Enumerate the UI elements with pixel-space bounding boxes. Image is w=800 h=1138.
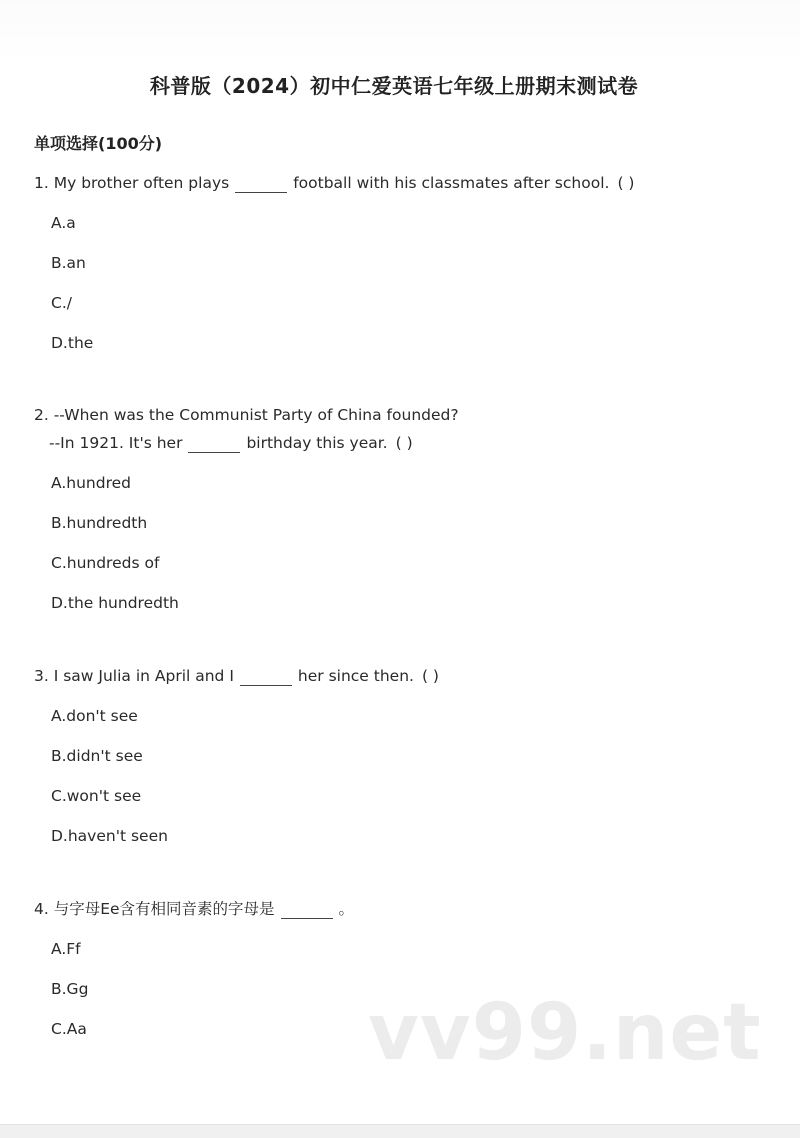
top-shade — [0, 0, 800, 62]
question-1-answer-paren: ( ) — [617, 174, 635, 192]
question-2-text-before: --In 1921. It's her — [49, 434, 183, 452]
question-2-option-d: D.the hundredth — [51, 594, 179, 612]
question-3-option-b: B.didn't see — [51, 747, 143, 765]
question-1-text-before: 1. My brother often plays — [34, 174, 230, 192]
section-title: 单项选择(100分) — [34, 134, 163, 153]
question-2-option-b: B.hundredth — [51, 514, 148, 532]
question-2-text-after: birthday this year. — [246, 434, 388, 452]
question-4-text-after: 。 — [338, 900, 355, 918]
question-4-text-before: 4. 与字母Ee含有相同音素的字母是 — [34, 900, 275, 918]
question-1-stem — [34, 173, 634, 193]
question-4-option-b: B.Gg — [51, 980, 89, 998]
question-3-text-after: her since then. — [297, 667, 414, 685]
question-2-blank — [188, 434, 240, 453]
question-3-option-d: D.haven't seen — [51, 827, 168, 845]
question-2-answer-paren: ( ) — [395, 434, 413, 452]
question-4-blank — [281, 900, 333, 919]
page-bottom-edge — [0, 1124, 800, 1138]
question-4-option-a: A.Ff — [51, 940, 81, 958]
question-1-blank — [235, 174, 287, 193]
question-3-stem — [34, 666, 439, 686]
question-1-option-a: A.a — [51, 214, 76, 232]
question-3-blank — [240, 667, 292, 686]
question-2-option-c: C.hundreds of — [51, 554, 160, 572]
question-2-stem-line2 — [49, 433, 413, 453]
question-1-option-c: C./ — [51, 294, 72, 312]
question-1-option-d: D.the — [51, 334, 94, 352]
question-4-stem — [34, 899, 354, 919]
page-title: 科普版（2024）初中仁爱英语七年级上册期末测试卷 — [149, 74, 639, 98]
question-3-option-c: C.won't see — [51, 787, 142, 805]
question-2-option-a: A.hundred — [51, 474, 131, 492]
question-1-text-after: football with his classmates after school. — [293, 174, 610, 192]
watermark: vv99.net — [368, 988, 762, 1078]
question-3-option-a: A.don't see — [51, 707, 138, 725]
question-1-option-b: B.an — [51, 254, 86, 272]
question-2-stem-line1: 2. --When was the Communist Party of China founded? — [34, 406, 459, 424]
question-3-answer-paren: ( ) — [421, 667, 439, 685]
question-4-option-c: C.Aa — [51, 1020, 87, 1038]
question-3-text-before: 3. I saw Julia in April and I — [34, 667, 234, 685]
